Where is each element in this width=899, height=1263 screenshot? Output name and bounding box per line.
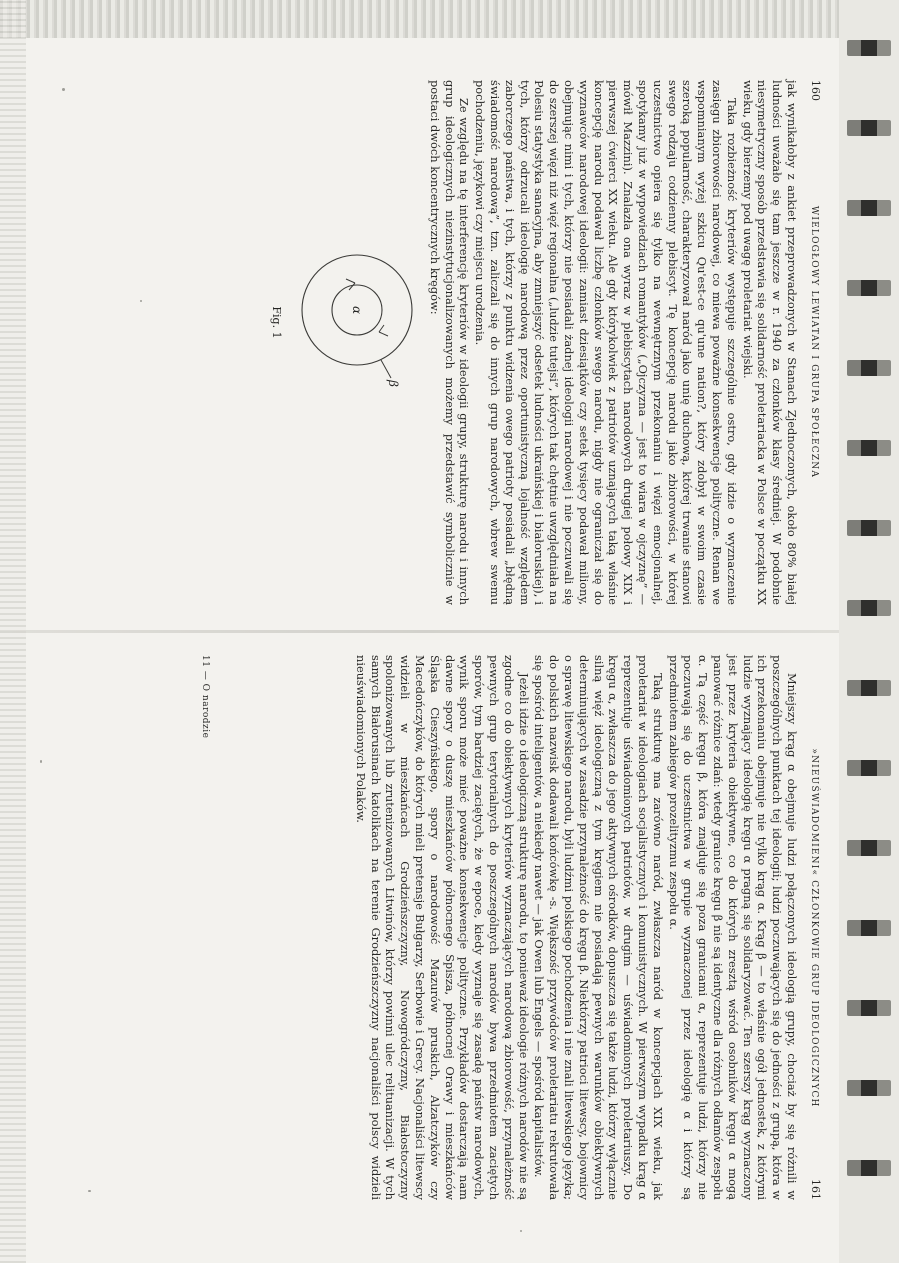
label-leader — [381, 360, 391, 378]
binding-ring — [847, 520, 891, 536]
binding-ring — [847, 120, 891, 136]
scan-speck — [40, 760, 42, 763]
scan-noise-top — [0, 0, 899, 38]
arrow-icon — [346, 279, 355, 290]
page-160 — [60, 80, 850, 605]
paragraph: Taką strukturę ma zarówno naród, zwłaszcza naród w koncepcjach XIX wieku, jak proletariat w ideologiach socjalistycznych i komunistycznych. W pierwszym wypadku krąg α reprezentuje uświadomionych patriotów, w drugim — uświadomionych proletariuszy. Do kręgu α, zwłaszcza do jego aktywnych ośrodków, dopuszcza się także ludzi, którzy wyłącznie silną więź ideologiczną z tym kręgiem nie posiadają pewnych warunków obiektywnych determinujących w zasadzie przynależność do kręgu β. Niektórzy patrioci litewscy, bojownicy o sprawę litewskiego narodu, byli ludźmi polskiego pochodzenia i nie znali litewskiego języka; do polskich nazwisk dodawali końcówkę -s. Większość przywódców proletariatu rekrutowała się spośród inteligentów, a niekiedy nawet — jak Owen lub Engels — spośród kapitalistów. — [532, 655, 665, 1200]
figure-caption: Fig. 1 — [270, 306, 284, 339]
binding-ring — [847, 280, 891, 296]
scan-speck — [520, 1230, 522, 1232]
binding-ring — [847, 760, 891, 776]
binding-ring — [847, 680, 891, 696]
binding-ring — [847, 360, 891, 376]
arrow-icon — [379, 325, 388, 336]
paragraph: jak wynikałoby z ankiet przeprowadzonych w Stanach Zjednoczonych, około 80% białej ludności uważało się tam jeszcze w r. 1940 za członków klasy średniej. W podobnie niesymetryczny sposób przedstawia się solidarność proletariacka w Polsce w początku XX wieku, gdy bierzemy pod uwagę proletariat wiejski. — [740, 80, 799, 605]
binding-ring — [847, 1160, 891, 1176]
paragraph: Taka rozbieżność kryteriów występuje szczególnie ostro, gdy idzie o wyznaczenie zasięgu zbiorowości narodowej, co miewa poważne konsekwencje polityczne. Renan we wspomnianym wyżej szkicu Qu'est-ce qu'une nation?, który zdobył w swoim czasie szeroką popularność, charakteryzował naród jako unię duchową, której trwanie stanowi swego rodzaju codzienny plebiscyt. Tę koncepcję narodu jako zbiorowości, w której uczestnictwo opiera się tylko na wewnętrznym przekonaniu i więzi emocjonalnej, spotykamy już w wypowiedziach romantyków („Ojczyzna — jest to wiara w ojczyznę” — mówił Mazzini). Znalazła ona wyraz w plebiscytach narodowych drugiej połowy XIX i pierwszej ćwierci XX wieku. Ale gdy którykolwiek z patriotów uznających taką właśnie koncepcję narodu podawał liczbę członków swego narodu, nigdy nie ograniczał się do wyznawców narodowej ideologii: zamiast dziesiątków czy setek tysięcy podawał miliony, obejmując nimi i tych, którzy nie posiadali żadnej ideologii narodowej i nie poczuwali się do szerszej więzi niż więź regionalna („ludzie tutejsi”, których tak chętnie uwzględniała na Polesiu statystyka sanacyjna, aby zmniejszyć odsetek ludności ukraińskiej i białoruskiej), i tych, którzy odrzucali ideologię narodową przez oportunistyczną lojalność względem zaborczego państwa, i tych, którzy z punktu widzenia owego patrioty posiadali „błędną świadomość narodową”, tzn. zaliczali się do innych grup narodowych, wbrew swemu pochodzeniu, językowi czy miejscu urodzenia. — [473, 80, 739, 605]
paragraph: Ze względu na tę interferencję kryteriów w ideologii grupy, strukturę narodu i innych grup ideologicznych niezinstytucjonalizowanych możemy przedstawić symbolicznie w postaci dwóch koncentrycznych kręgów: — [427, 80, 472, 605]
page-number: 160 — [809, 80, 822, 101]
page-gutter — [0, 630, 845, 633]
binding-ring — [847, 920, 891, 936]
running-title: WIELOGŁOWY LEWIATAN I GRUPA SPOŁECZNA — [809, 205, 819, 479]
binding-ring — [847, 200, 891, 216]
running-header — [809, 655, 850, 1200]
page-footer: 11 — O narodzie — [200, 655, 210, 739]
paragraph: Jeżeli idzie o ideologiczną strukturę narodu, to ponieważ ideologie różnych narodów nie są zgodne co do obiektywnych kryteriów wyznaczających narodową zbiorowość, przynależność pewnych grup terytorialnych do poszczególnych narodów bywa przedmiotem zaciętych sporów, tym bardziej zaciętych, że w epoce, kiedy wyznaje się zasadę państw narodowych, wynik sporu może mieć poważne konsekwencje polityczne. Przykładów dostarczają nam dawne spory o duszę mieszkańców północnego Spisza, północnej Orawy i mieszkańców Śląska Cieszyńskiego, spory o narodowość Mazurów pruskich, Alzatczyków czy Macedończyków, do których mieli pretensje Bułgarzy, Serbowie i Grecy. Nacjonaliści litewscy widzieli w mieszkańcach Grodzieńszczyzny, Nowogródczyzny, Białostoczyzny spolonizowanych lub zrutenizowanych Litwinów, którzy powinni ulec relituanizacji. W tych samych Białorusinach katolikach na terenie Grodzieńszczyzny nacjonaliści polscy widzieli nieuświadomionych Polaków. — [353, 655, 531, 1200]
figure-drawing — [287, 80, 419, 550]
inner-circle-label: α — [350, 306, 365, 315]
page-161 — [60, 655, 850, 1200]
binding-ring — [847, 840, 891, 856]
binding-ring — [847, 40, 891, 56]
scan-speck — [140, 300, 142, 302]
outer-circle-label: β — [386, 380, 401, 387]
concentric-circles-figure — [287, 80, 419, 550]
running-header — [809, 80, 850, 605]
scan-speck — [88, 1190, 91, 1192]
binding-ring — [847, 1080, 891, 1096]
binding-ring — [847, 1000, 891, 1016]
binding-ring — [847, 440, 891, 456]
paragraph: Mniejszy krąg α obejmuje ludzi połączonych ideologią grupy, chociaż by się różnili w poszczególnych punktach tej ideologii; ludzi poczuwających się do jedności z grupą, która w ich przekonaniu obejmuje nie tylko krąg α. Krąg β — to właśnie ogół jednostek, z którymi ludzie wyznający ideologię kręgu α pragną się solidaryzować. Ten szerszy krąg wyznaczony jest przez kryteria obiektywne, co do których zresztą wśród osobników kręgu α mogą panować różnice zdań: wtedy granice kręgu β nie są identyczne dla różnych odłamów zespołu α. Tą część kręgu β, która znajduje się poza granicami α, reprezentuje ludzi, którzy nie poczuwają się do uczestnictwa w grupie wyznaczonej przez ideologię α i którzy są przedmiotem zabiegów prozelityzmu zespołu α. — [666, 655, 799, 1200]
scan-speck — [62, 88, 65, 91]
running-title: »NIEUŚWIADOMIENI« CZŁONKOWIE GRUP IDEOLOGICZNYCH — [809, 748, 819, 1108]
binding-ring — [847, 600, 891, 616]
page-number: 161 — [809, 1178, 822, 1200]
